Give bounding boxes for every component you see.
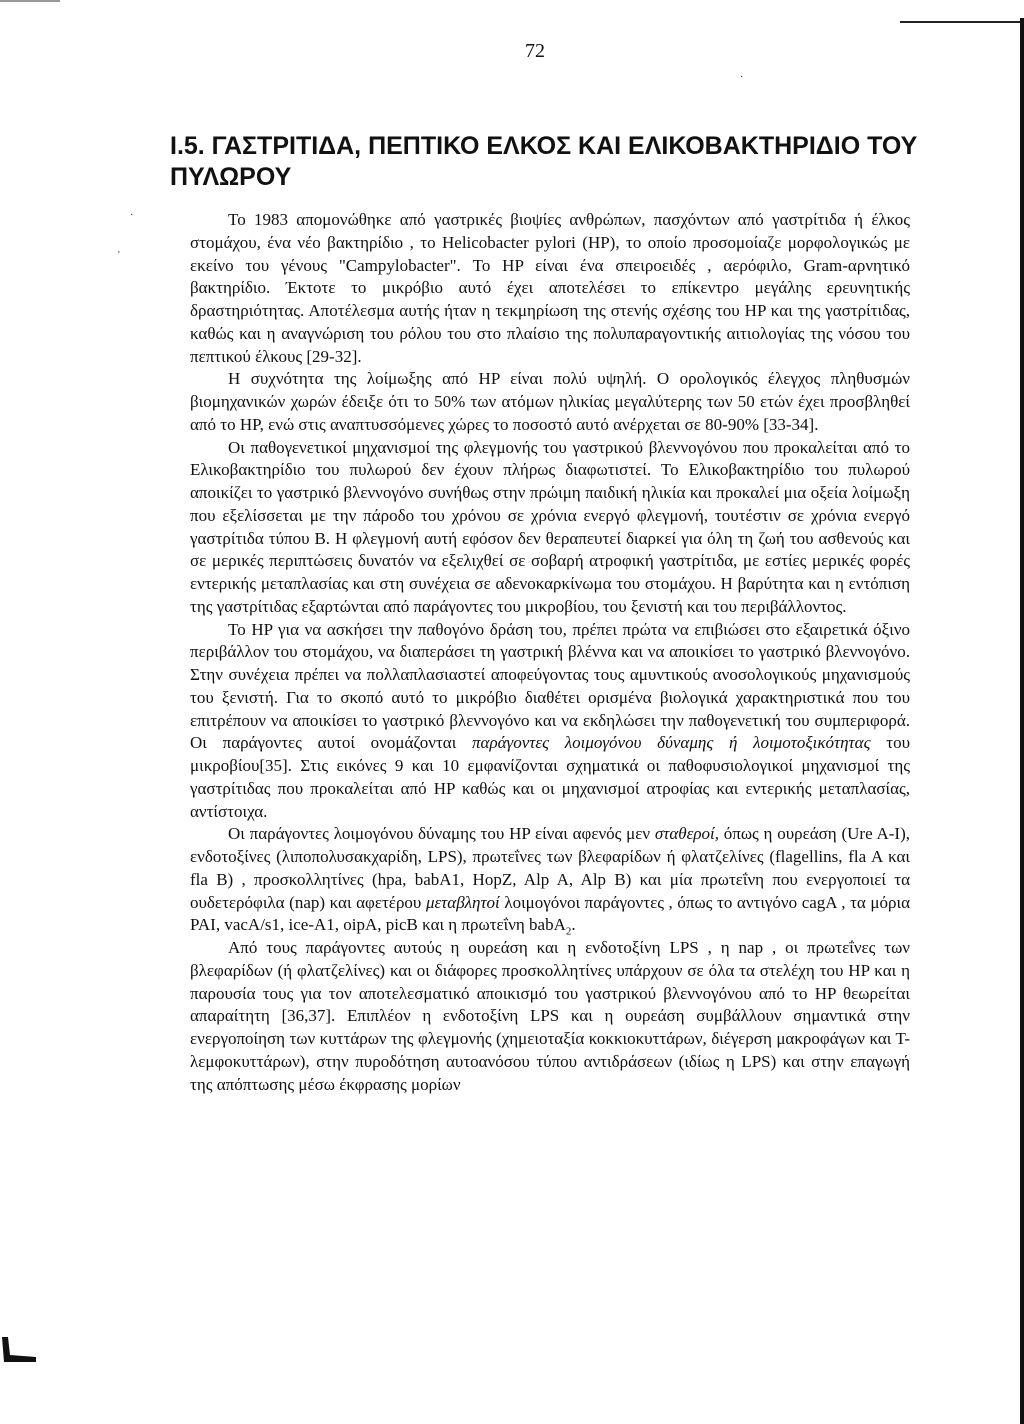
- scan-arrow-mark: [0, 1335, 40, 1365]
- paragraph-5-text-d: .: [571, 915, 576, 935]
- corner-mark: [0, 0, 60, 2]
- paragraph-1: Το 1983 απομονώθηκε από γαστρικές βιοψίες ανθρώπων, πασχόντων από γαστρίτιδα ή έλκος στομάχου, ένα νέο βακτηρίδιο , το Helicobacter pylori (HP), το οποίο προσομοίαζε μορφολογικώς με εκείνο του γένους "Campylobacter". Το HP είναι ένα σπειροειδές , αερόφιλο, Gram-αρνητικό βακτηρίδιο. Έκτοτε το μικρόβιο αυτό έχει αποτελέσει το επίκεντρο μεγάλης ερευνητικής δραστηριότητας. Αποτέλεσμα αυτής ήταν η τεκμηρίωση της στενής σχέσης του HP και της γαστρίτιδας, καθώς και η αναγνώριση του ρόλου του στο πλαίσιο της πολυπαραγοντικής αιτιολογίας της νόσου του πεπτικού έλκους [29-32].: [190, 210, 910, 366]
- paragraph-5: [190, 823, 910, 937]
- body-text: [190, 209, 910, 1096]
- paragraph-3: Οι παθογενετικοί μηχανισμοί της φλεγμονής του γαστρικού βλεννογόνου που προκαλείται από το Ελικοβακτηρίδιο του πυλωρού δεν έχουν πλήρως διαφωτιστεί. Το Ελικοβακτηρίδιο του πυλωρού αποικίζει το γαστρικό βλεννογόνο συνήθως στην πρώιμη παιδική ηλικία και προκαλεί μια οξεία λοίμωξη που εξελίσσεται με την πάροδο του χρόνου σε χρόνια ενεργό φλεγμονή, τουτέστιν σε χρόνια ενεργό γαστρίτιδα τύπου Β. Η φλεγμονή αυτή εφόσον δεν θεραπευτεί διαρκεί για όλη τη ζωή του ασθενούς και σε μερικές περιπτώσεις δυνατόν να εξελιχθεί σε σοβαρή ατροφική γαστρίτιδα, με εστίες μερικές φορές εντερικής μεταπλασίας και στη συνέχεια σε αδενοκαρκίνωμα του στομάχου. Η βαρύτητα και η εντόπιση της γαστρίτιδας εξαρτώνται από παράγοντες του μικροβίου, του ξενιστή και του περιβάλλοντος.: [190, 437, 910, 616]
- paragraph-4-text-b: του μικροβίου[35]. Στις εικόνες 9 και 10 εμφανίζονται σχηματικά οι παθοφυσιολογικοί μηχανισμοί της γαστρίτιδας που προκαλείται από HP καθώς και οι μηχανισμοί ατροφίας και εντερικής μεταπλασίας, αντίστοιχα.: [190, 733, 910, 821]
- scan-dot-mark: ': [118, 250, 120, 261]
- page-number: 72: [525, 40, 545, 62]
- paragraph-5-subscript: 2: [565, 925, 572, 938]
- paragraph-5-italic-a: σταθεροί,: [654, 824, 719, 844]
- scan-dot-mark: ·: [740, 72, 744, 83]
- paragraph-5-italic-b: μεταβλητοί: [425, 892, 500, 912]
- paragraph-5-text-b: όπως η ουρεάση (Ure A-I), ενδοτοξίνες (λιποπολυσακχαρίδη, LPS), πρωτεΐνες των βλεφαρίδων ή φλατζελίνες (flagellins, fla A και fla B) , προσκολλητίνες (hpa, babA1, HopZ, Alp A, Alp B) και μία πρωτεΐνη που ενεργοποιεί τα ουδετερόφιλα (nap) και αφετέρου: [190, 824, 910, 912]
- paragraph-4: [190, 619, 910, 824]
- paragraph-5-text-a: Οι παράγοντες λοιμογόνου δύναμης του HP είναι αφενός μεν: [228, 824, 655, 844]
- paragraph-6: Από τους παράγοντες αυτούς η ουρεάση και η ενδοτοξίνη LPS , η nap , οι πρωτεΐνες των βλεφαρίδων (ή φλατζελίνες) και οι διάφορες προσκολλητίνες υπάρχουν σε όλα τα στελέχη του HP και η παρουσία τους για τον αποτελεσματικό αποικισμό του γαστρικού βλεννογόνου από το HP θεωρείται απαραίτητη [36,37]. Επιπλέον η ενδοτοξίνη LPS και η ουρεάση συμβάλλουν σημαντικά στην ενεργοποίηση των κυττάρων της φλεγμονής (χημειοταξία κοκκιοκυττάρων, διέγερση μακροφάγων και Τ-λεμφοκυττάρων), στην πυροδότηση αυτοανόσου τύπου αντιδράσεων (ιδίως η LPS) και στην επαγωγή της απόπτωσης μέσω έκφρασης μορίων: [190, 938, 910, 1094]
- scan-dot-mark: ·: [130, 210, 134, 221]
- section-heading: Ι.5. ΓΑΣΤΡΙΤΙΔΑ, ΠΕΠΤΙΚΟ ΕΛΚΟΣ ΚΑΙ ΕΛΙΚΟΒΑΚΤΗΡΙΔΙΟ ΤΟΥ ΠΥΛΩΡΟΥ: [170, 132, 918, 191]
- paragraph-2: Η συχνότητα της λοίμωξης από HP είναι πολύ υψηλή. Ο ορολογικός έλεγχος πληθυσμών βιομηχανικών χωρών έδειξε ότι το 50% των ατόμων ηλικίας μεγαλύτερης των 50 ετών έχει προσβληθεί από το HP, ενώ στις αναπτυσσόμενες χώρες το ποσοστό αυτό ανέρχεται σε 80-90% [33-34].: [190, 369, 910, 434]
- paragraph-4-text-a: Το HP για να ασκήσει την παθογόνο δράση του, πρέπει πρώτα να επιβιώσει στο εξαιρετικά όξινο περιβάλλον του στομάχου, να διαπεράσει τη γαστρική βλέννα και να αποικίσει το γαστρικό βλεννογόνο. Στην συνέχεια πρέπει να πολλαπλασιαστεί αποφεύγοντας τους αμυντικούς ανοσολογικούς μηχανισμούς του ξενιστή. Για το σκοπό αυτό το μικρόβιο διαθέτει ορισμένα βιολογικά χαρακτηριστικά που του επιτρέπουν να αποικίσει το γαστρικό βλεννογόνο και να εκδηλώσει την παθογενετική του συμπεριφορά. Οι παράγοντες αυτοί ονομάζονται: [190, 619, 910, 753]
- frame-right-line: [1020, 18, 1024, 1424]
- paragraph-4-italic: παράγοντες λοιμογόνου δύναμης ή λοιμοτοξικότητας: [472, 733, 871, 753]
- frame-top-line: [900, 21, 1024, 23]
- paragraph-5-text-c: λοιμογόνοι παράγοντες , όπως το αντιγόνο cagA , τα μόρια PAI, vacA/s1, ice-A1, oipA, picB και η πρωτεΐνη babA: [190, 892, 911, 935]
